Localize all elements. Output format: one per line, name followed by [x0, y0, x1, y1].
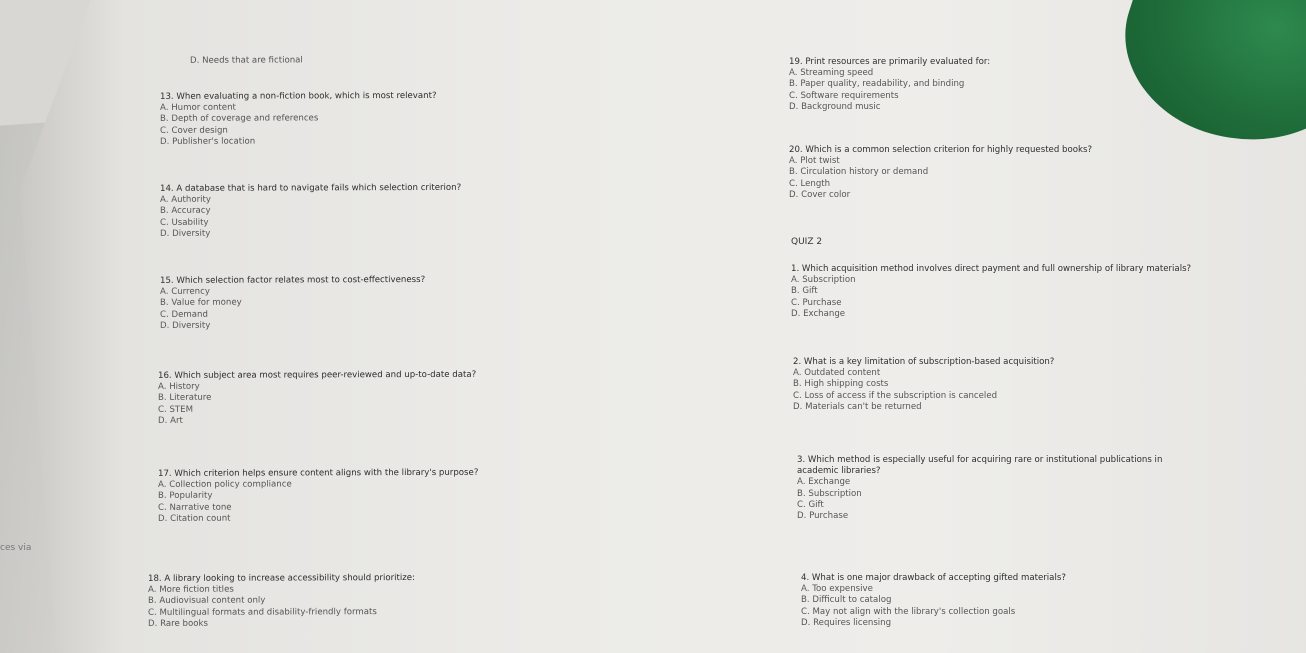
quiz-question-4 [801, 573, 1066, 629]
option-a: A. Currency [160, 286, 210, 298]
option-a: A. Plot twist [789, 156, 840, 167]
option-b: B. Circulation history or demand [789, 167, 929, 178]
option-d: D. Publisher's location [160, 136, 256, 147]
option-c: C. Multilingual formats and disability-friendly formats [148, 606, 377, 618]
option-a: A. Streaming speed [789, 68, 874, 79]
question-stem: 14. A database that is hard to navigate fails which selection criterion? [160, 182, 462, 194]
quiz-heading: QUIZ 2 [791, 237, 823, 247]
option-d: D. Background music [789, 101, 881, 112]
question-19 [789, 57, 990, 113]
option-d: D. Citation count [158, 513, 231, 524]
option-c: C. Gift [797, 499, 824, 510]
carry-option: D. Needs that are fictional [190, 55, 303, 66]
option-b: B. Paper quality, readability, and binding [789, 79, 965, 90]
question-14 [160, 183, 461, 240]
option-a: A. Subscription [791, 275, 856, 286]
option-c: C. Purchase [791, 297, 842, 308]
edge-text-fragment: ces via [0, 543, 32, 553]
question-13 [160, 91, 437, 148]
quiz-question-3 [797, 455, 1162, 522]
question-stem: 4. What is one major drawback of accepting gifted materials? [801, 573, 1066, 583]
option-b: B. Depth of coverage and references [160, 113, 319, 125]
option-b: B. High shipping costs [793, 379, 889, 390]
option-d: D. Purchase [797, 511, 849, 522]
option-a: A. Too expensive [801, 584, 873, 595]
option-b: B. Audiovisual content only [148, 595, 266, 607]
question-15 [160, 275, 425, 332]
option-a: A. Authority [160, 194, 211, 206]
option-c: C. May not align with the library's collection goals [801, 606, 1016, 617]
option-a: A. Humor content [160, 102, 236, 114]
question-stem: 16. Which subject area most requires peer-reviewed and up-to-date data? [158, 369, 477, 381]
option-d: D. Rare books [148, 618, 208, 629]
question-stem: 20. Which is a common selection criterion for highly requested books? [789, 145, 1093, 155]
option-a: A. Outdated content [793, 368, 881, 379]
question-20 [789, 145, 1092, 201]
question-stem-continued: academic libraries? [797, 466, 881, 477]
option-d: D. Cover color [789, 189, 851, 200]
question-stem: 19. Print resources are primarily evaluated for: [789, 57, 991, 67]
option-b: B. Value for money [160, 298, 242, 309]
option-a: A. Exchange [797, 477, 851, 488]
option-a: A. Collection policy compliance [158, 479, 292, 491]
option-d: D. Art [158, 415, 183, 426]
question-stem: 15. Which selection factor relates most to cost-effectiveness? [160, 274, 426, 286]
option-c: C. Narrative tone [158, 502, 232, 513]
question-16 [158, 370, 476, 427]
option-b: B. Subscription [797, 488, 862, 499]
question-18 [148, 573, 415, 630]
option-d: D. Exchange [791, 308, 846, 319]
option-b: B. Difficult to catalog [801, 595, 892, 606]
option-c: C. Length [789, 178, 831, 189]
option-c: C. Demand [160, 309, 208, 320]
question-stem: 1. Which acquisition method involves direct payment and full ownership of library materials? [791, 264, 1192, 274]
option-c: C. Software requirements [789, 90, 899, 101]
question-stem: 18. A library looking to increase accessibility should prioritize: [148, 573, 415, 584]
option-b: B. Popularity [158, 491, 213, 502]
quiz-question-1 [791, 264, 1191, 320]
option-c: C. Cover design [160, 125, 228, 136]
option-d: D. Requires licensing [801, 617, 892, 628]
option-b: B. Literature [158, 393, 212, 404]
option-d: D. Diversity [160, 228, 211, 239]
option-c: C. Loss of access if the subscription is canceled [793, 390, 998, 401]
question-stem: 17. Which criterion helps ensure content aligns with the library's purpose? [158, 467, 479, 479]
question-stem: 13. When evaluating a non-fiction book, which is most relevant? [160, 90, 437, 102]
question-stem: 2. What is a key limitation of subscription-based acquisition? [793, 357, 1055, 367]
option-a: A. History [158, 381, 200, 393]
quiz-question-2 [793, 357, 1054, 413]
option-d: D. Materials can't be returned [793, 401, 922, 412]
question-17 [158, 468, 478, 525]
option-b: B. Gift [791, 286, 818, 297]
question-stem: 3. Which method is especially useful for acquiring rare or institutional publications in [797, 455, 1163, 465]
option-b: B. Accuracy [160, 206, 211, 217]
option-c: C. STEM [158, 404, 194, 415]
option-d: D. Diversity [160, 320, 211, 331]
option-a: A. More fiction titles [148, 584, 234, 596]
option-c: C. Usability [160, 217, 209, 228]
